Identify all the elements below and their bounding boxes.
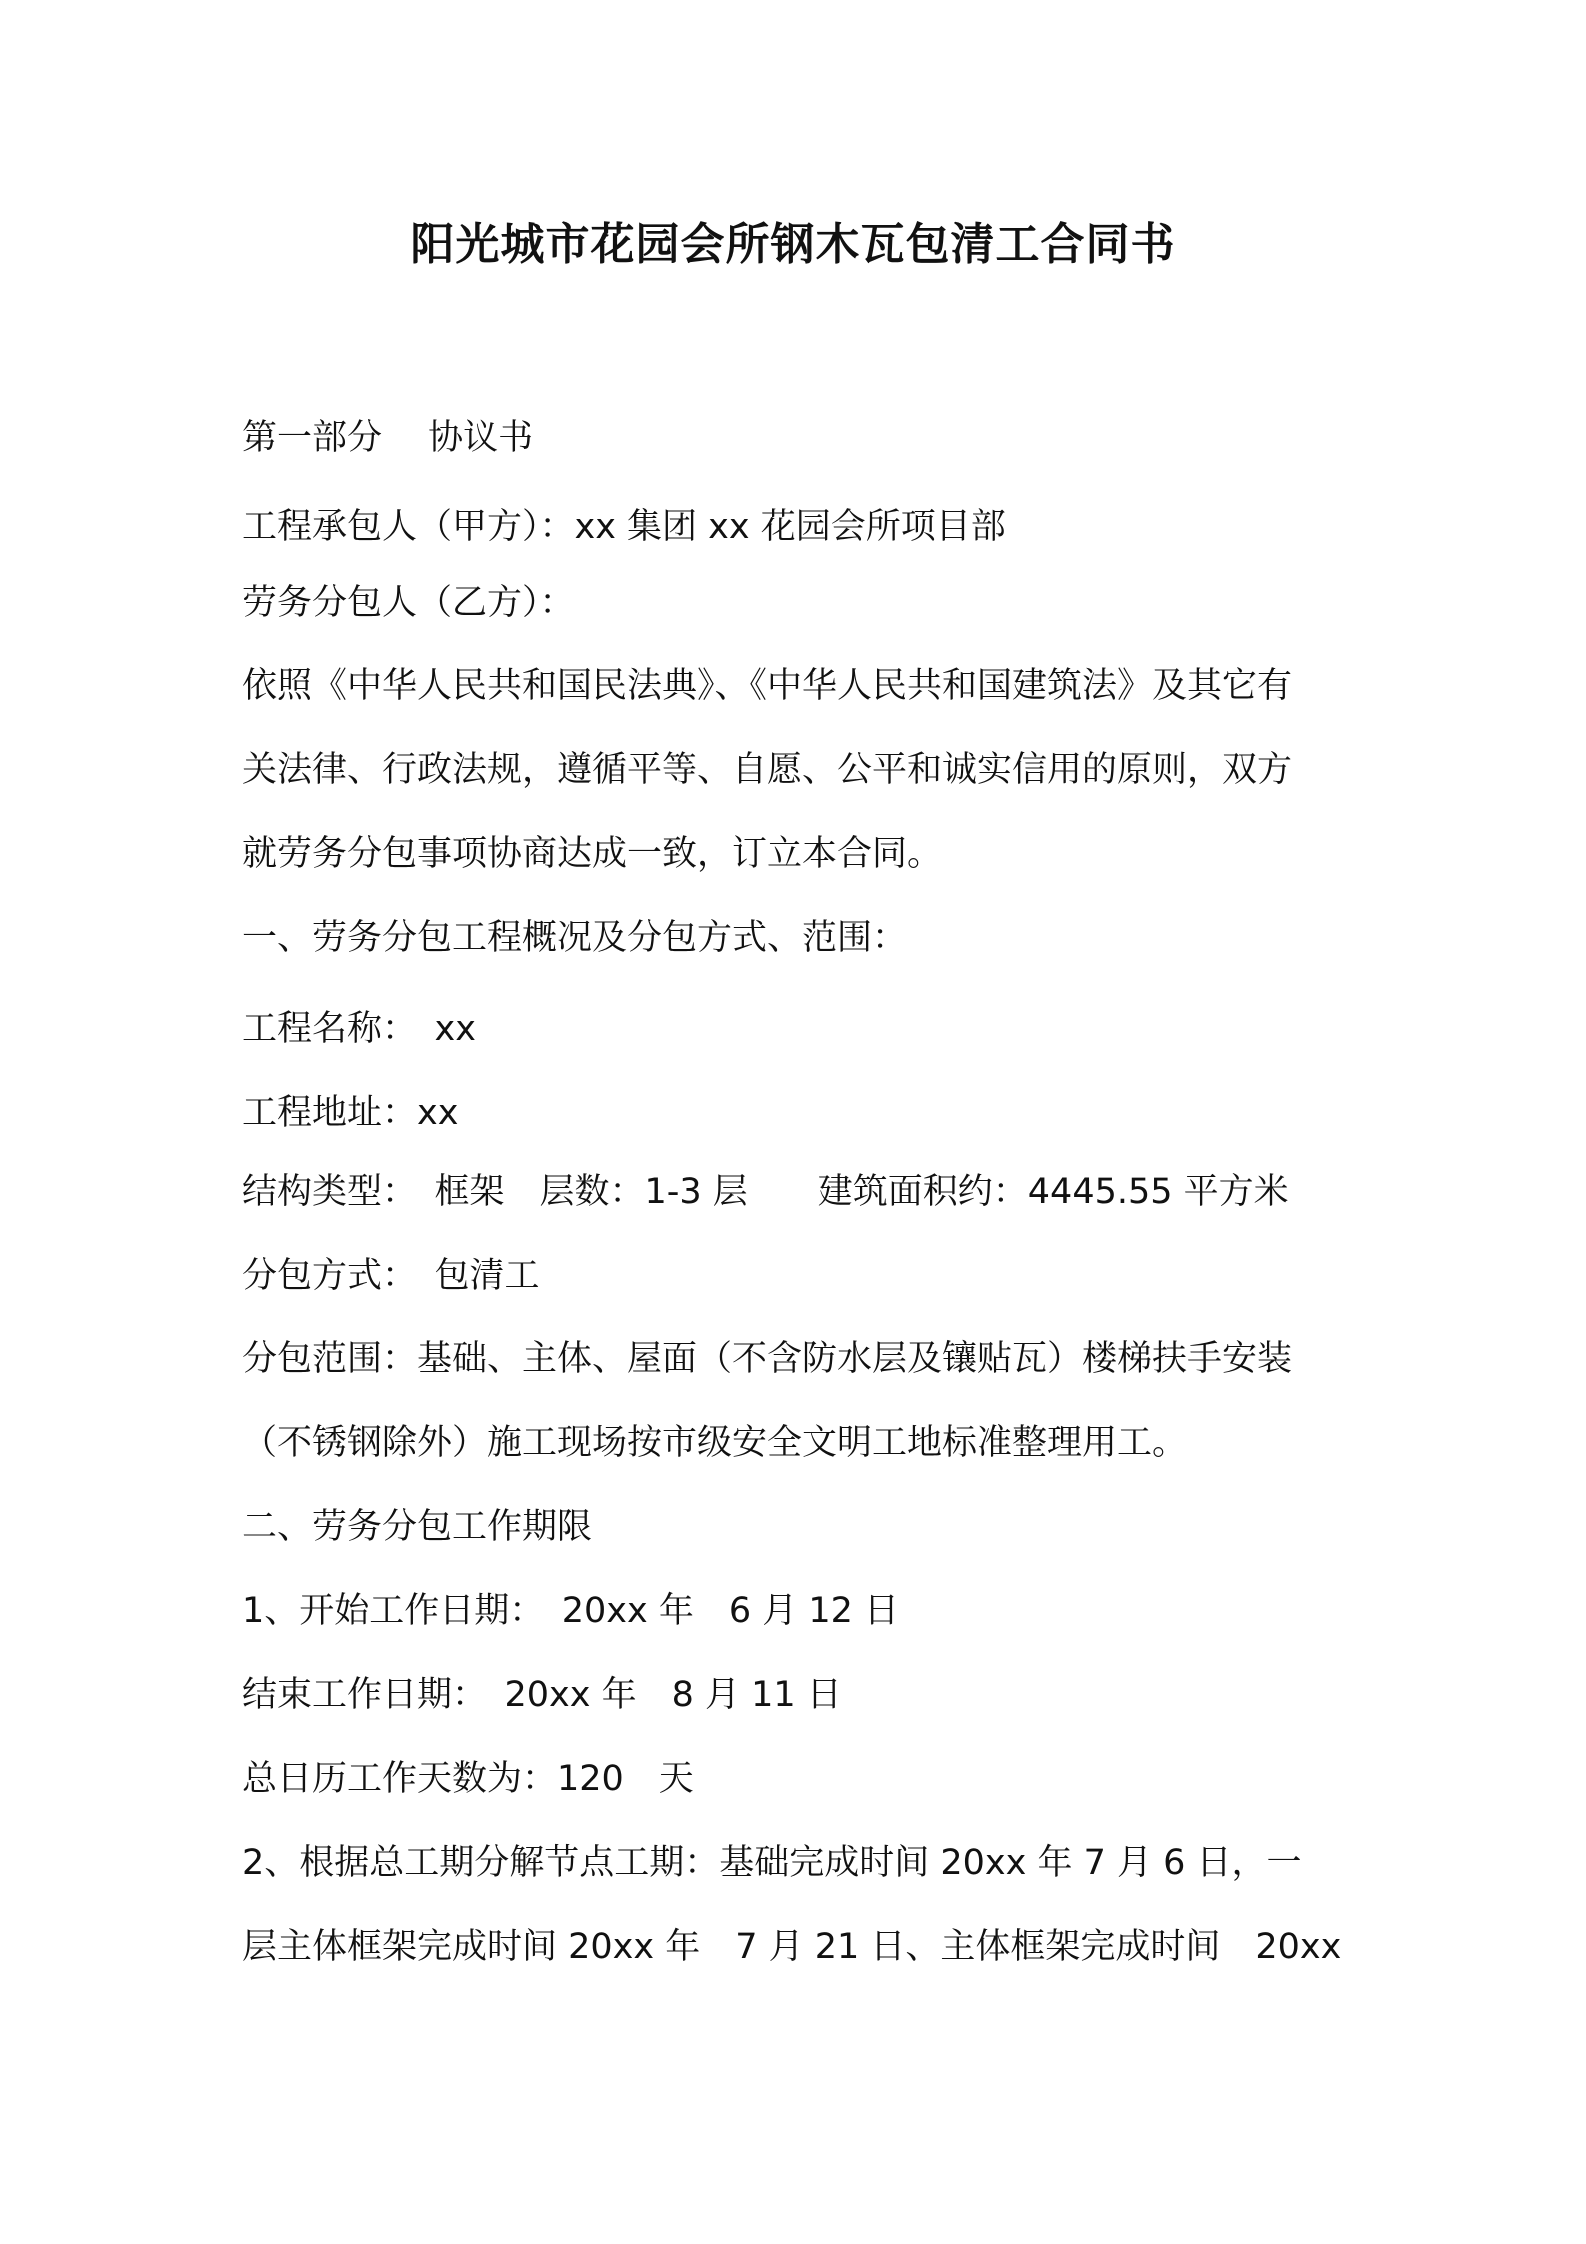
- section-heading-part-one: 第一部分 协议书: [242, 418, 534, 458]
- project-name-line: 工程名称： xx: [242, 1009, 476, 1049]
- section-heading-two: 二、劳务分包工作期限: [242, 1507, 593, 1547]
- paragraph-line: 依照《中华人民共和国民法典》、《中华人民共和国建筑法》及其它有: [242, 666, 1293, 706]
- paragraph-line: 就劳务分包事项协商达成一致，订立本合同。: [242, 834, 943, 874]
- milestone-line-2: 层主体框架完成时间 20xx 年 7 月 21 日、主体框架完成时间 20xx: [242, 1927, 1342, 1967]
- subcontractor-line: 劳务分包人（乙方）：: [242, 583, 575, 623]
- end-date-line: 结束工作日期： 20xx 年 8 月 11 日: [242, 1675, 842, 1715]
- paragraph-line: 关法律、行政法规，遵循平等、自愿、公平和诚实信用的原则，双方: [242, 750, 1293, 790]
- contractor-line: 工程承包人（甲方）：xx 集团 xx 花园会所项目部: [242, 507, 1006, 547]
- subcontract-method-line: 分包方式： 包清工: [242, 1256, 540, 1296]
- start-date-line: 1、开始工作日期： 20xx 年 6 月 12 日: [242, 1591, 900, 1631]
- document-title: 阳光城市花园会所钢木瓦包清工合同书: [410, 219, 1176, 270]
- project-address-line: 工程地址：xx: [242, 1093, 459, 1133]
- milestone-line: 2、根据总工期分解节点工期：基础完成时间 20xx 年 7 月 6 日，一: [242, 1843, 1302, 1883]
- subcontract-scope-line: 分包范围：基础、主体、屋面（不含防水层及镶贴瓦）楼梯扶手安装: [242, 1339, 1293, 1379]
- total-days-line: 总日历工作天数为：120 天: [242, 1759, 694, 1799]
- structure-type-line: 结构类型： 框架 层数：1-3 层 建筑面积约：4445.55 平方米: [242, 1172, 1289, 1212]
- subcontract-scope-line-2: （不锈钢除外）施工现场按市级安全文明工地标准整理用工。: [242, 1423, 1188, 1463]
- section-heading-one: 一、劳务分包工程概况及分包方式、范围：: [242, 918, 908, 958]
